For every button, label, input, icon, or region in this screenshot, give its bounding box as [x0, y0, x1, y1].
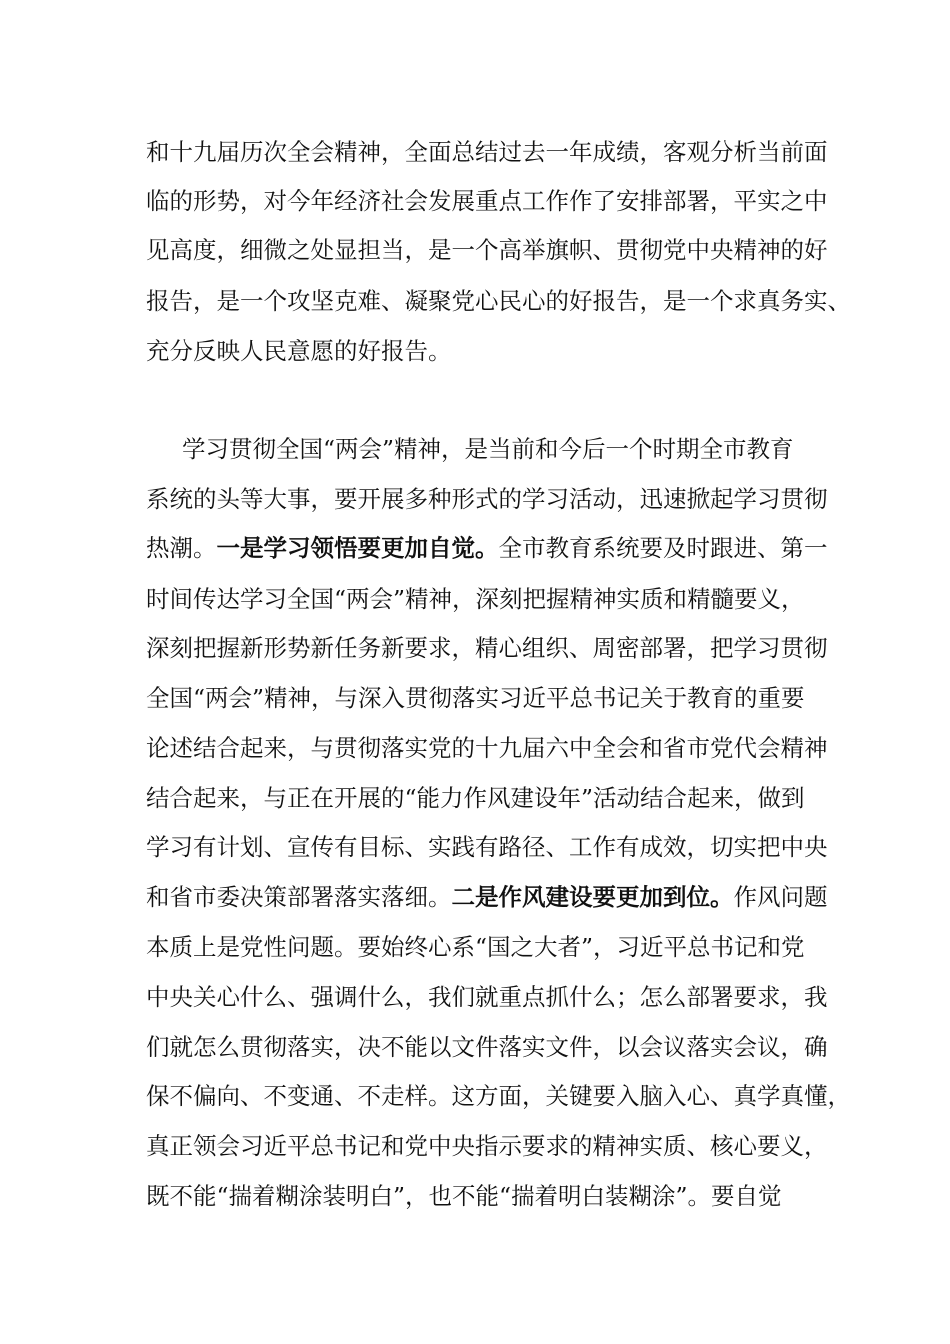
text-segment: 全市教育系统要及时跟进、第一 [498, 534, 828, 562]
text-segment: 热潮。 [146, 534, 217, 562]
text-line: 深刻把握新形势新任务新要求，精心组织、周密部署，把学习贯彻 [146, 634, 828, 662]
text-line: 学习有计划、宣传有目标、实践有路径、工作有成效，切实把中央 [146, 833, 828, 861]
text-line: 报告，是一个攻坚克难、凝聚党心民心的好报告，是一个求真务实、 [146, 287, 851, 315]
bold-heading: 二是作风建设要更加到位。 [451, 883, 734, 911]
bold-heading: 一是学习领悟要更加自觉。 [216, 534, 499, 562]
text-line: 系统的头等大事，要开展多种形式的学习活动，迅速掀起学习贯彻 [146, 485, 828, 513]
text-line-with-bold-heading [146, 879, 836, 915]
text-line-with-bold-heading [146, 530, 836, 566]
text-line: 本质上是党性问题。要始终心系“国之大者”，习近平总书记和党 [146, 933, 805, 961]
text-segment: 和省市委决策部署落实落细。 [146, 883, 452, 911]
text-line: 们就怎么贯彻落实，决不能以文件落实文件，以会议落实会议，确 [146, 1033, 828, 1061]
text-line: 时间传达学习全国“两会”精神，深刻把握精神实质和精髓要义， [146, 585, 805, 613]
text-line: 临的形势，对今年经济社会发展重点工作作了安排部署，平实之中 [146, 187, 828, 215]
text-line: 中央关心什么、强调什么，我们就重点抓什么；怎么部署要求，我 [146, 983, 828, 1011]
text-line: 保不偏向、不变通、不走样。这方面，关键要入脑入心、真学真懂， [146, 1082, 851, 1110]
text-line: 全国“两会”精神，与深入贯彻落实习近平总书记关于教育的重要 [146, 684, 805, 712]
text-segment: 作风问题 [733, 883, 828, 911]
paragraph-first-line: 学习贯彻全国“两会”精神，是当前和今后一个时期全市教育 [182, 435, 794, 463]
text-line: 既不能“揣着糊涂装明白”，也不能“揣着明白装糊涂”。要自觉 [146, 1182, 782, 1210]
text-line: 见高度，细微之处显担当，是一个高举旗帜、贯彻党中央精神的好 [146, 236, 828, 264]
text-line: 和十九届历次全会精神，全面总结过去一年成绩，客观分析当前面 [146, 138, 828, 166]
text-line: 结合起来，与正在开展的“能力作风建设年”活动结合起来，做到 [146, 784, 805, 812]
text-line: 论述结合起来，与贯彻落实党的十九届六中全会和省市党代会精神 [146, 734, 828, 762]
text-line: 充分反映人民意愿的好报告。 [146, 337, 452, 365]
text-line: 真正领会习近平总书记和党中央指示要求的精神实质、核心要义， [146, 1132, 828, 1160]
